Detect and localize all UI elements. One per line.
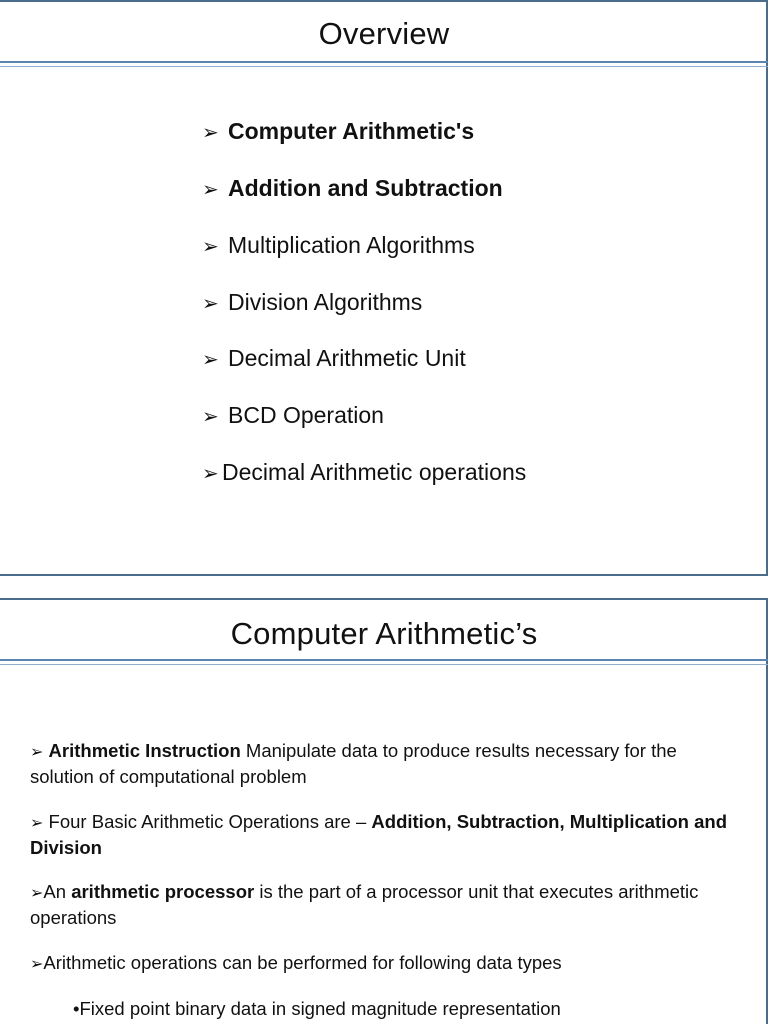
paragraph-text: Arithmetic operations can be performed for following data types [43,952,562,973]
list-item-text: Decimal Arithmetic operations [222,459,527,485]
slide-title: Overview [318,16,450,51]
paragraph-arithmetic-processor [30,880,740,930]
arrow-bullet-icon: ➢ [202,236,219,258]
paragraph-data-types [30,951,740,977]
title-rule-thin [0,664,768,665]
slide-title: Computer Arithmetic’s [230,616,538,651]
list-item [202,345,466,372]
title-rule [0,659,768,661]
list-item-text: Division Algorithms [228,289,423,315]
paragraph-basic-operations [30,810,740,860]
list-item-text: Computer Arithmetic's [228,118,475,144]
paragraph-arithmetic-instruction [30,739,740,789]
bold-term: Arithmetic Instruction [48,740,241,761]
list-item [202,175,503,202]
arrow-bullet-icon: ➢ [202,406,219,428]
paragraph-text: An [43,881,72,902]
arrow-bullet-icon: ➢ [202,349,219,371]
sub-bullet-item: •Fixed point binary data in signed magnitude representation [73,998,561,1019]
paragraph-text: is the part of a processor unit that executes arithmetic operations [30,881,699,928]
bold-term: Addition, Subtraction, Multiplication and Division [30,811,727,858]
list-item [202,459,526,486]
slide-top-border [0,598,768,600]
bold-term: arithmetic processor [71,881,255,902]
slide-top-border [0,0,768,2]
list-item [202,118,474,145]
paragraph-text: Manipulate data to produce results necessary for the solution of computational problem [30,740,677,787]
list-item-text: Addition and Subtraction [228,175,503,201]
arrow-bullet-icon: ➢ [30,885,44,902]
arrow-bullet-icon: ➢ [202,122,219,144]
title-rule [0,61,768,63]
list-item [202,289,422,316]
arrow-bullet-icon: ➢ [30,956,44,973]
list-item-text: Multiplication Algorithms [228,232,475,258]
arrow-bullet-icon: ➢ [30,815,44,832]
arrow-bullet-icon: ➢ [202,463,219,485]
slide-gap [0,576,768,598]
list-item-text: BCD Operation [228,402,384,428]
arrow-bullet-icon: ➢ [202,179,219,201]
arrow-bullet-icon: ➢ [30,744,44,761]
slide-computer-arithmetic [0,598,768,1024]
title-rule-thin [0,66,768,67]
list-item [202,402,384,429]
arrow-bullet-icon: ➢ [202,293,219,315]
paragraph-text: Four Basic Arithmetic Operations are – [43,811,372,832]
list-item-text: Decimal Arithmetic Unit [228,345,466,371]
list-item [202,232,475,259]
